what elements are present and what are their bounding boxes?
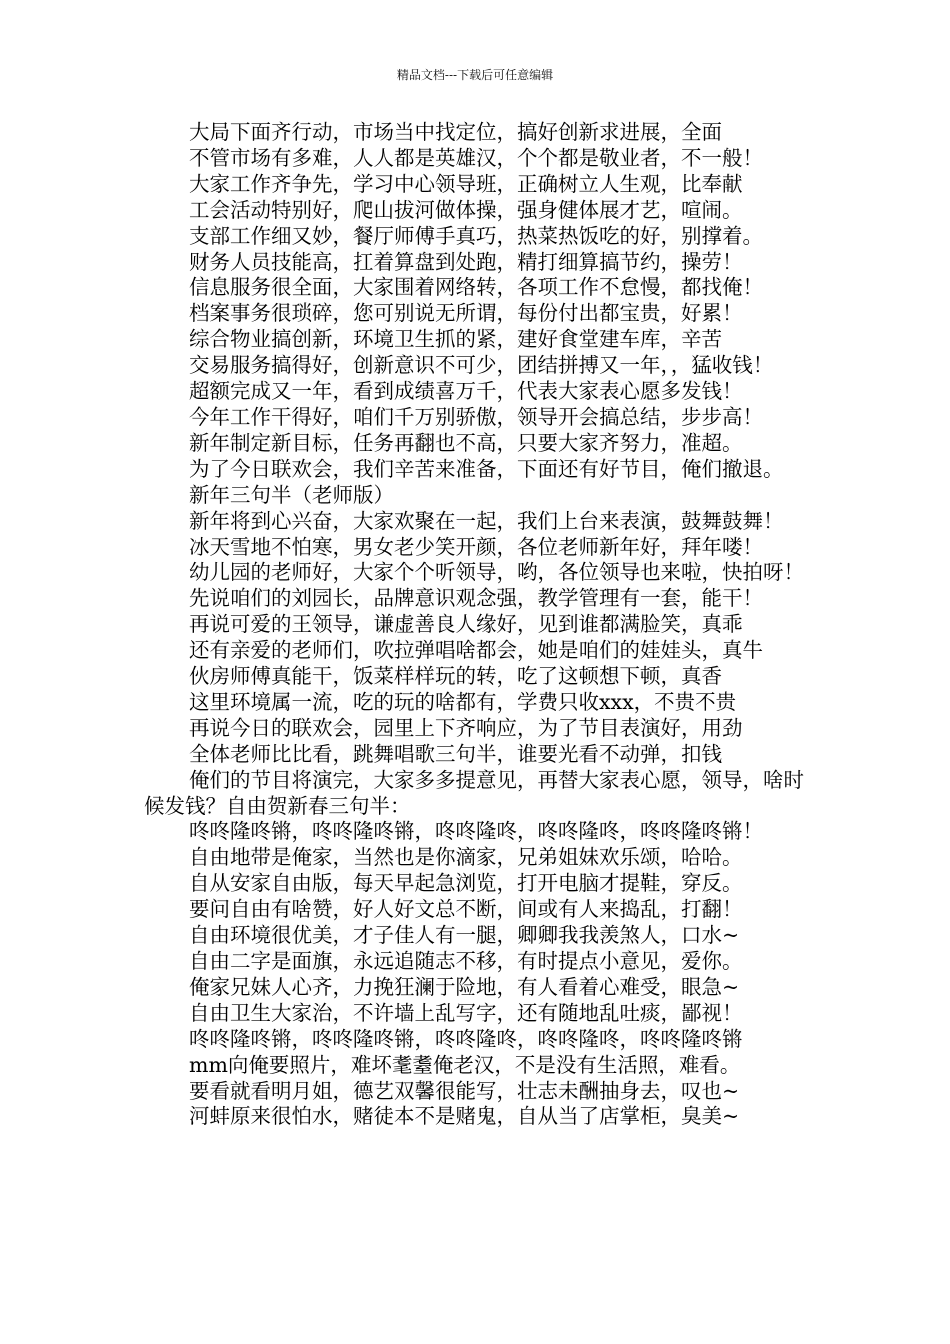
paragraph: 河蚌原来很怕水，赌徒本不是赌鬼，自从当了店掌柜，臭美~ bbox=[189, 1104, 740, 1129]
paragraph: 交易服务搞得好，创新意识不可少，团结拼搏又一年，，猛收钱！ bbox=[189, 353, 774, 378]
paragraph: 先说咱们的刘园长，品牌意识观念强，教学管理有一套，能干！ bbox=[189, 586, 763, 611]
paragraph: 俺们的节目将演完，大家多多提意见，再替大家表心愿，领导，啥时候发钱？自由贺新春三句半： bbox=[144, 767, 804, 818]
paragraph: 综合物业搞创新，环境卫生抓的紧，建好食堂建车库，辛苦 bbox=[189, 327, 722, 352]
paragraph: 要看就看明月姐，德艺双馨很能写，壮志未酬抽身去，叹也~ bbox=[189, 1078, 740, 1103]
paragraph: 冰天雪地不怕寒，男女老少笑开颜，各位老师新年好，拜年喽！ bbox=[189, 534, 763, 559]
paragraph: 还有亲爱的老师们，吹拉弹唱啥都会，她是咱们的娃娃头，真牛 bbox=[189, 638, 763, 663]
paragraph: 超额完成又一年，看到成绩喜万千，代表大家表心愿多发钱！ bbox=[189, 379, 743, 404]
paragraph: 再说今日的联欢会，园里上下齐响应，为了节目表演好，用劲 bbox=[189, 715, 743, 740]
paragraph: 咚咚隆咚锵，咚咚隆咚锵，咚咚隆咚，咚咚隆咚，咚咚隆咚锵 bbox=[189, 1026, 743, 1051]
paragraph: 新年制定新目标，任务再翻也不高，只要大家齐努力，准超。 bbox=[189, 430, 743, 455]
paragraph: 新年将到心兴奋，大家欢聚在一起，我们上台来表演，鼓舞鼓舞！ bbox=[189, 508, 784, 533]
paragraph: 全体老师比比看，跳舞唱歌三句半，谁要光看不动弹，扣钱 bbox=[189, 741, 722, 766]
paragraph: 这里环境属一流，吃的玩的啥都有，学费只收xxx，不贵不贵 bbox=[189, 689, 737, 714]
paragraph: 幼儿园的老师好，大家个个听领导，哟，各位领导也来啦，快拍呀！ bbox=[189, 560, 804, 585]
paragraph: 再说可爱的王领导，谦虚善良人缘好，见到谁都满脸笑，真乖 bbox=[189, 612, 743, 637]
document-body bbox=[144, 120, 824, 1130]
paragraph: 俺家兄妹人心齐，力挽狂澜于险地，有人看着心难受，眼急~ bbox=[189, 974, 740, 999]
paragraph: 自由二字是面旗，永远追随志不移，有时提点小意见，爱你。 bbox=[189, 949, 743, 973]
paragraph: 自从安家自由版，每天早起急浏览，打开电脑才提鞋，穿反。 bbox=[189, 871, 743, 896]
paragraph: 不管市场有多难，人人都是英雄汉，个个都是敬业者，不一般！ bbox=[189, 145, 763, 170]
paragraph: 新年三句半（老师版） bbox=[189, 482, 394, 507]
paragraph: 今年工作干得好，咱们千万别骄傲，领导开会搞总结，步步高！ bbox=[189, 404, 763, 429]
paragraph: 工会活动特别好，爬山拔河做体操，强身健体展才艺，喧闹。 bbox=[189, 197, 743, 222]
paragraph: 自由地带是俺家，当然也是你滴家，兄弟姐妹欢乐颂，哈哈。 bbox=[189, 845, 743, 870]
paragraph: 信息服务很全面，大家围着网络转，各项工作不怠慢，都找俺！ bbox=[189, 275, 763, 300]
paragraph: mm向俺要照片，难坏耄耋俺老汉，不是没有生活照，难看。 bbox=[189, 1052, 741, 1077]
paragraph: 要问自由有啥赞，好人好文总不断，间或有人来捣乱，打翻！ bbox=[189, 897, 743, 922]
paragraph: 档案事务很琐碎，您可别说无所谓，每份付出都宝贵，好累！ bbox=[189, 301, 743, 326]
paragraph: 财务人员技能高，扛着算盘到处跑，精打细算搞节约，操劳！ bbox=[189, 249, 743, 274]
paragraph: 大家工作齐争先，学习中心领导班，正确树立人生观，比奉献 bbox=[189, 171, 743, 196]
paragraph: 自由环境很优美，才子佳人有一腿，卿卿我我羡煞人，口水~ bbox=[189, 923, 740, 948]
paragraph: 伙房师傅真能干，饭菜样样玩的转，吃了这顿想下顿，真香 bbox=[189, 664, 722, 689]
page-header: 精品文档---下载后可任意编辑 bbox=[396, 68, 554, 82]
paragraph: 咚咚隆咚锵，咚咚隆咚锵，咚咚隆咚，咚咚隆咚，咚咚隆咚锵！ bbox=[189, 819, 763, 844]
paragraph: 支部工作细又妙，餐厅师傅手真巧，热菜热饭吃的好，别撑着。 bbox=[189, 223, 763, 248]
paragraph: 为了今日联欢会，我们辛苦来准备，下面还有好节目，俺们撤退。 bbox=[189, 456, 784, 481]
paragraph: 大局下面齐行动，市场当中找定位，搞好创新求进展，全面 bbox=[189, 120, 722, 144]
paragraph: 自由卫生大家治，不许墙上乱写字，还有随地乱吐痰，鄙视！ bbox=[189, 1000, 743, 1025]
